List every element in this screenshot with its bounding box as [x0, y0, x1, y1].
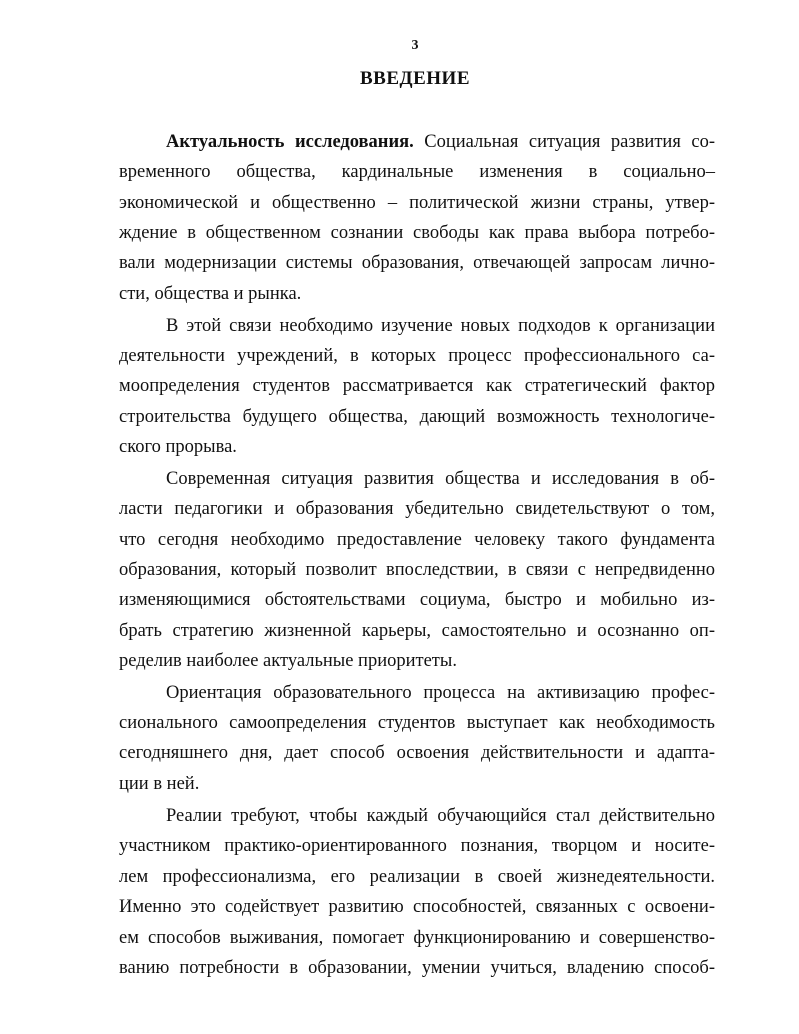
text-line: ции в ней. [119, 774, 200, 794]
text-line: В этой связи необходимо изучение новых подходов к организации [166, 316, 715, 336]
text-line: Актуальность исследования. Социальная ситуация развития со- [166, 132, 715, 152]
text-line: Ориентация образовательного процесса на активизацию профес- [166, 683, 715, 703]
text-line: Современная ситуация развития общества и исследования в об- [166, 469, 715, 489]
text-line: образования, который позволит впоследствии, в связи с непредвиденно [119, 560, 715, 580]
text-line: временного общества, кардинальные изменения в социально– [119, 162, 715, 182]
text-line: ждение в общественном сознании свободы как права выбора потребо- [119, 223, 715, 243]
text-line: сионального самоопределения студентов выступает как необходимость [119, 713, 715, 733]
text-line: ределив наиболее актуальные приоритеты. [119, 651, 457, 671]
text-line: строительства будущего общества, дающий возможность технологиче- [119, 407, 715, 427]
text-line: моопределения студентов рассматривается как стратегический фактор [119, 376, 715, 396]
text-line: ем способов выживания, помогает функционированию и совершенство- [119, 928, 715, 948]
text-line: что сегодня необходимо предоставление человеку такого фундамента [119, 530, 715, 550]
text-line: Именно это содействует развитию способностей, связанных с освоени- [119, 897, 715, 917]
text-line: ласти педагогики и образования убедительно свидетельствуют о том, [119, 499, 715, 519]
text-line: деятельности учреждений, в которых процесс профессионального са- [119, 346, 715, 366]
text-line: сти, общества и рынка. [119, 284, 302, 304]
paragraph-lead: Актуальность исследования. [166, 132, 414, 152]
text-line: ского прорыва. [119, 437, 237, 457]
page-title: ВВЕДЕНИЕ [360, 68, 470, 89]
text-line: вали модернизации системы образования, отвечающей запросам лично- [119, 253, 715, 273]
text-line: лем профессионализма, его реализации в своей жизнедеятельности. [119, 867, 715, 887]
page-number: 3 [411, 38, 419, 53]
text-line: Реалии требуют, чтобы каждый обучающийся стал действительно [166, 806, 715, 826]
text-line: ванию потребности в образовании, умении учиться, владению способ- [119, 958, 715, 978]
text-line: участником практико-ориентированного познания, творцом и носите- [119, 836, 715, 856]
text-line: экономической и общественно – политической жизни страны, утвер- [119, 193, 715, 213]
text-line: брать стратегию жизненной карьеры, самостоятельно и осознанно оп- [119, 621, 715, 641]
text-line: сегодняшнего дня, дает способ освоения действительности и адапта- [119, 743, 715, 763]
text-line: изменяющимися обстоятельствами социума, быстро и мобильно из- [119, 590, 715, 610]
